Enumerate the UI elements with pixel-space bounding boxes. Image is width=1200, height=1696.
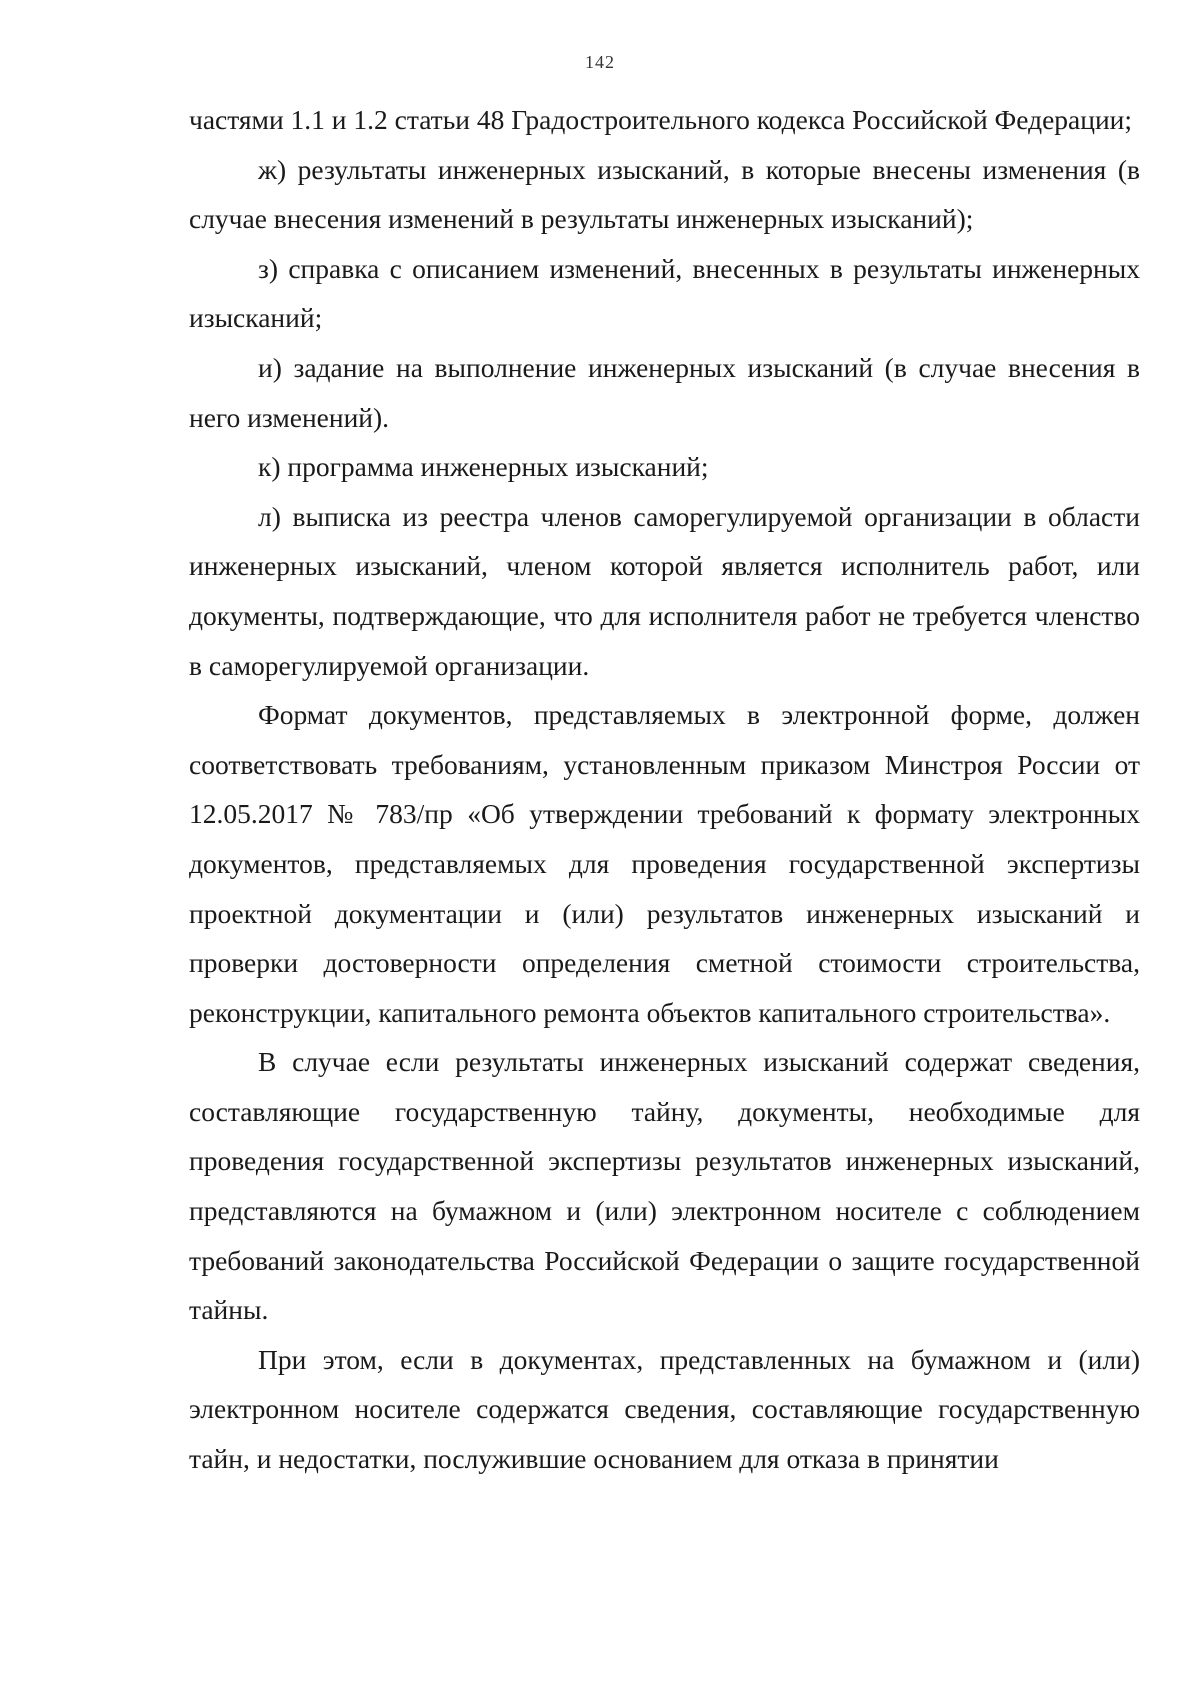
paragraph-continuation: частями 1.1 и 1.2 статьи 48 Градостроительного кодекса Российской Федерации; xyxy=(189,104,1133,135)
paragraph-state-secret: В случае если результаты инженерных изысканий содержат сведения, составляющие государственную тайну, документы, необходимые для проведения государственной экспертизы результатов инженерных изысканий, представляются на бумажном и (или) электронном носителе с соблюдением требований законодательства Российской Федерации о защите государственной тайны. xyxy=(189,1046,1140,1326)
page-number: 142 xyxy=(585,52,615,72)
document-body xyxy=(189,95,1140,1484)
list-item-zh: ж) результаты инженерных изысканий, в которые внесены изменения (в случае внесения изменений в результаты инженерных изысканий); xyxy=(189,153,1140,235)
list-item-l: л) выписка из реестра членов саморегулируемой организации в области инженерных изысканий, членом которой является исполнитель работ, или документы, подтверждающие, что для исполнителя работ не требуется членство в саморегулируемой организации. xyxy=(189,500,1140,681)
paragraph-deficiencies: При этом, если в документах, представленных на бумажном и (или) электронном носителе содержатся сведения, составляющие государственную тайн, и недостатки, послужившие основанием для отказа в принятии xyxy=(189,1343,1140,1475)
paragraph-document-format: Формат документов, представляемых в электронной форме, должен соответствовать требованиям, установленным приказом Минстроя России от 12.05.2017 № 783/пр «Об утверждении требований к формату электронных документов, представляемых для проведения государственной экспертизы проектной документации и (или) результатов инженерных изысканий и проверки достоверности определения сметной стоимости строительства, реконструкции, капитального ремонта объектов капитального строительства». xyxy=(189,699,1140,1028)
list-item-z: з) справка с описанием изменений, внесенных в результаты инженерных изысканий; xyxy=(189,252,1140,334)
list-item-i: и) задание на выполнение инженерных изысканий (в случае внесения в него изменений). xyxy=(189,351,1140,433)
list-item-k: к) программа инженерных изысканий; xyxy=(258,451,709,483)
